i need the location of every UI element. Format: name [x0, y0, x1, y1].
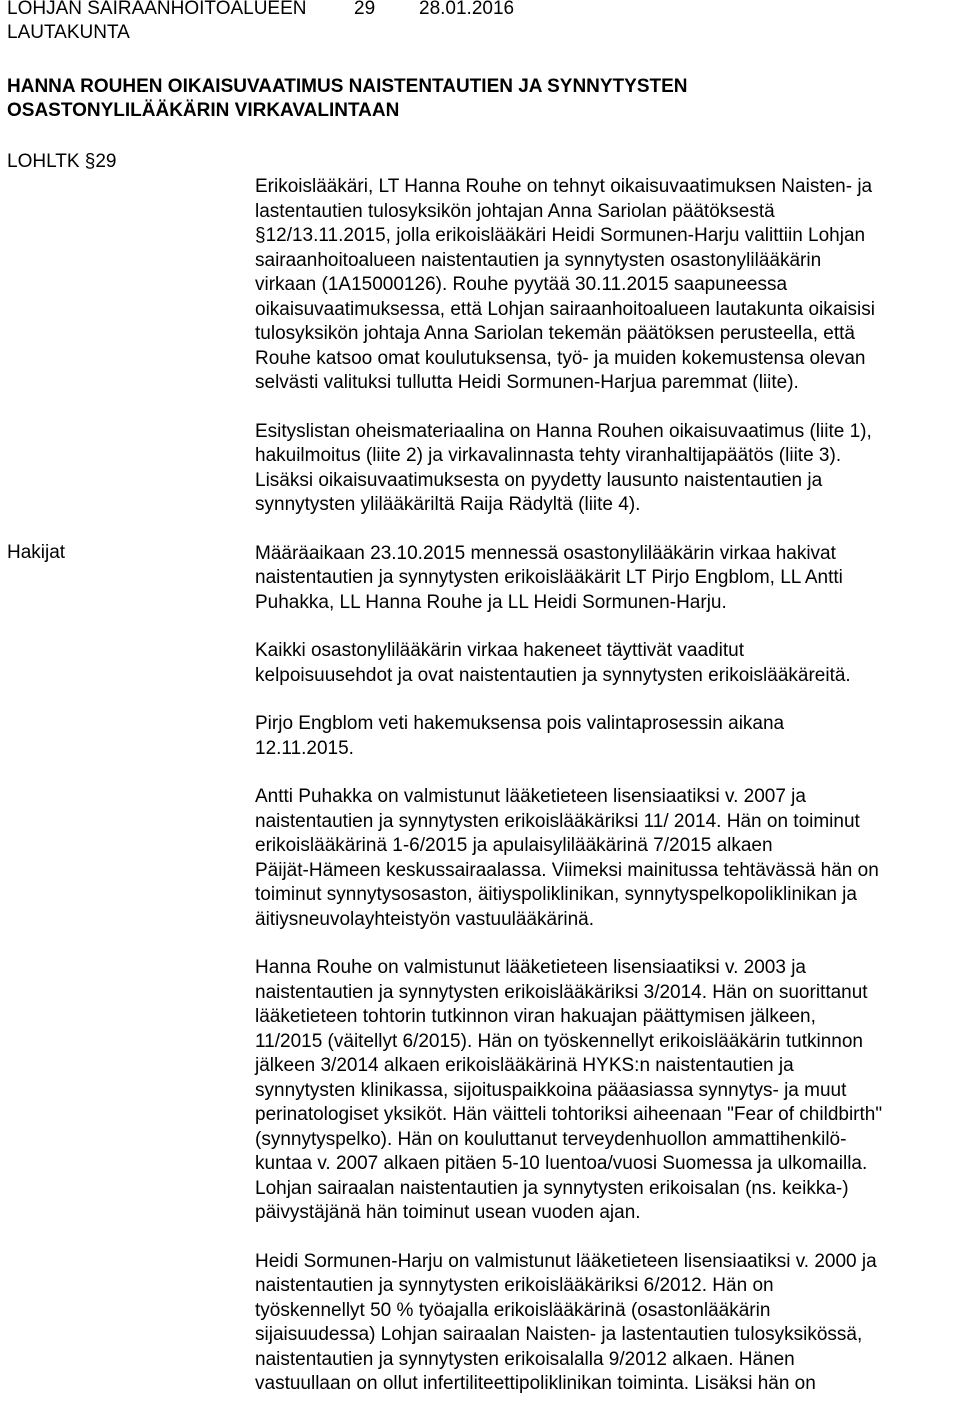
- meeting-date: 28.01.2016: [419, 0, 515, 19]
- text-line: Määräaikaan 23.10.2015 mennessä osastonylilääkärin virkaa hakivat: [255, 542, 836, 564]
- document-title: [7, 75, 688, 123]
- paragraph: [255, 712, 960, 761]
- text-line: Lohjan sairaalan naistentautien ja synnytysten erikoisalan (ns. keikka-): [255, 1177, 849, 1199]
- text-line: Hanna Rouhe on valmistunut lääketieteen lisensiaatiksi v. 2003 ja: [255, 957, 806, 978]
- text-line: päivystäjänä hän toiminut usean vuoden ajan.: [255, 1202, 641, 1223]
- board-name: LAUTAKUNTA: [7, 22, 130, 43]
- text-line: äitiysneuvolayhteistyön vastuulääkärinä.: [255, 908, 595, 930]
- text-line: perinatologiset yksiköt. Hän väitteli tohtoriksi aiheenaan "Fear of childbirth": [255, 1104, 883, 1125]
- title-line: HANNA ROUHEN OIKAISUVAATIMUS NAISTENTAUTIEN JA SYNNYTYSTEN: [7, 76, 688, 97]
- text-line: työskennellyt 50 % työajalla erikoislääkärinä (osastonlääkärin: [255, 1299, 771, 1321]
- text-line: Erikoislääkäri, LT Hanna Rouhe on tehnyt oikaisuvaatimuksen Naisten- ja: [255, 176, 873, 197]
- text-line: Antti Puhakka on valmistunut lääketieteen lisensiaatiksi v. 2007 ja: [255, 786, 806, 807]
- text-line: toiminut synnytysosaston, äitiyspoliklinikan, synnytyspelkopoliklinikan ja: [255, 884, 857, 905]
- text-line: selvästi valituksi tullutta Heidi Sormunen-Harjua paremmat (liite).: [255, 372, 799, 393]
- text-line: hakuilmoitus (liite 2) ja virkavalinnasta tehty viranhaltijapäätös (liite 3).: [255, 445, 842, 466]
- text-line: virkaan (1A15000126). Rouhe pyytää 30.11.2015 saapuneessa: [255, 274, 788, 295]
- paragraph: [255, 785, 960, 932]
- text-line: oikaisuvaatimuksessa, että Lohjan sairaanhoitoalueen lautakunta oikaisisi: [255, 298, 875, 320]
- text-line: §12/13.11.2015, jolla erikoislääkäri Heidi Sormunen-Harju valittiin Lohjan: [255, 225, 866, 246]
- text-line: erikoislääkärinä 1-6/2015 ja apulaisylilääkärinä 7/2015 alkaen: [255, 835, 773, 856]
- meeting-number: 29: [354, 0, 376, 19]
- text-line: naistentautien ja synnytysten erikoislääkäriksi 3/2014. Hän on suorittanut: [255, 981, 868, 1003]
- header-line: [7, 0, 514, 21]
- document-body: [255, 175, 960, 1401]
- text-line: Heidi Sormunen-Harju on valmistunut lääketieteen lisensiaatiksi v. 2000 ja: [255, 1250, 877, 1272]
- text-line: kuntaa v. 2007 alkaen pitäen 5-10 luentoa/vuosi Suomessa ja ulkomailla.: [255, 1153, 868, 1174]
- text-line: Pirjo Engblom veti hakemuksensa pois valintaprosessin aikana: [255, 713, 785, 734]
- paragraph: [255, 1250, 960, 1397]
- text-line: Esityslistan oheismateriaalina on Hanna Rouhen oikaisuvaatimus (liite 1),: [255, 420, 872, 442]
- text-line: naistentautien ja synnytysten erikoisalalla 9/2012 alkaen. Hänen: [255, 1348, 795, 1370]
- text-line: (synnytyspelko). Hän on kouluttanut terveydenhuollon ammattihenkilö-: [255, 1128, 847, 1150]
- paragraph: [255, 420, 960, 518]
- section-reference: LOHLTK §29: [7, 151, 117, 172]
- text-line: Lisäksi oikaisuvaatimuksesta on pyydetty lausunto naistentautien ja: [255, 469, 823, 491]
- text-line: 11/2015 (väitellyt 6/2015). Hän on työskennellyt erikoislääkärin tutkinnon: [255, 1030, 863, 1052]
- text-line: vastuullaan on ollut infertiliteettipoliklinikan toiminta. Lisäksi hän on: [255, 1373, 816, 1394]
- paragraph: [255, 956, 960, 1226]
- text-line: sijaisuudessa) Lohjan sairaalan Naisten- ja lastentautien tulosyksikössä,: [255, 1324, 863, 1345]
- text-line: 12.11.2015.: [255, 737, 354, 759]
- paragraph: [255, 175, 960, 396]
- document-header: [7, 0, 514, 45]
- text-line: tulosyksikön johtaja Anna Sariolan tekemän päätöksen perusteella, että: [255, 323, 855, 344]
- paragraph: [255, 542, 960, 616]
- text-line: lastentautien tulosyksikön johtajan Anna Sariolan päätöksestä: [255, 200, 775, 222]
- text-line: sairaanhoitoalueen naistentautien ja synnytysten osastonylilääkärin: [255, 249, 822, 271]
- text-line: synnytysten klinikassa, sijoituspaikkoina pääasiassa synnytys- ja muut: [255, 1079, 847, 1101]
- text-line: jälkeen 3/2014 alkaen erikoislääkärinä HYKS:n naistentautien ja: [255, 1055, 794, 1076]
- text-line: naistentautien ja synnytysten erikoislääkäriksi 6/2012. Hän on: [255, 1275, 774, 1296]
- text-line: naistentautien ja synnytysten erikoislääkärit LT Pirjo Engblom, LL Antti: [255, 567, 843, 588]
- organization-name: LOHJAN SAIRAANHOITOALUEEN: [7, 0, 307, 19]
- paragraph: [255, 639, 960, 688]
- title-line: OSASTONYLILÄÄKÄRIN VIRKAVALINTAAN: [7, 100, 400, 121]
- text-line: Rouhe katsoo omat koulutuksensa, työ- ja muiden kokemustensa olevan: [255, 347, 866, 369]
- text-line: lääketieteen tohtorin tutkinnon viran hakuajan päättymisen jälkeen,: [255, 1006, 816, 1027]
- text-line: synnytysten ylilääkäriltä Raija Rädyltä (liite 4).: [255, 494, 641, 515]
- applicants-label: Hakijat: [7, 542, 66, 563]
- text-line: Puhakka, LL Hanna Rouhe ja LL Heidi Sormunen-Harju.: [255, 591, 727, 613]
- text-line: naistentautien ja synnytysten erikoislääkäriksi 11/ 2014. Hän on toiminut: [255, 810, 860, 832]
- text-line: kelpoisuusehdot ja ovat naistentautien ja synnytysten erikoislääkäreitä.: [255, 664, 851, 686]
- text-line: Kaikki osastonylilääkärin virkaa hakeneet täyttivät vaaditut: [255, 640, 744, 661]
- text-line: Päijät-Hämeen keskussairaalassa. Viimeksi mainitussa tehtävässä hän on: [255, 859, 879, 881]
